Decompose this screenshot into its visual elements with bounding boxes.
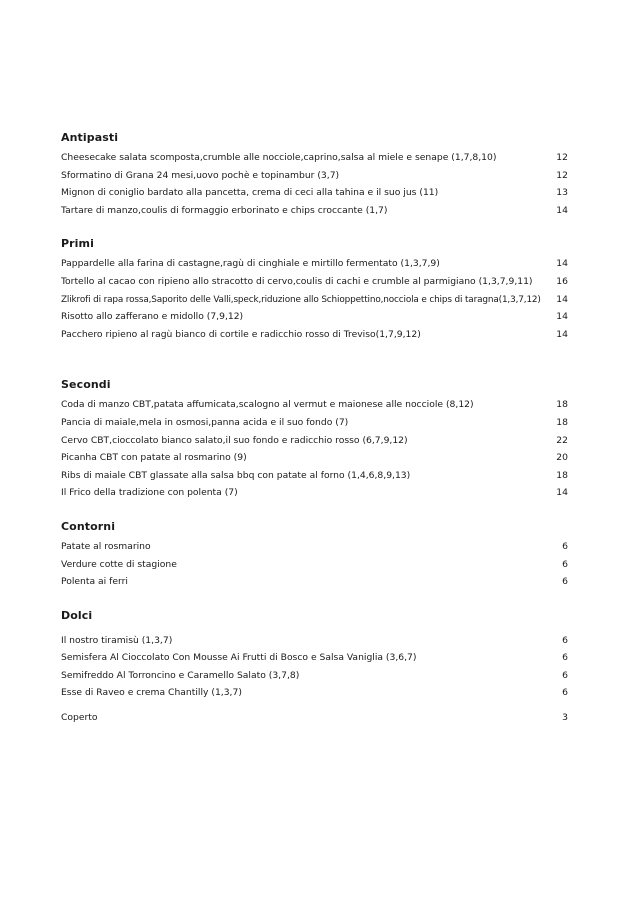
item-name: Risotto allo zafferano e midollo (7,9,12) [61, 311, 244, 323]
menu-item [61, 396, 568, 414]
item-price: 14 [556, 487, 568, 499]
item-name: Pacchero ripieno al ragù bianco di cortile e radicchio rosso di Treviso(1,7,9,12) [61, 328, 421, 340]
menu-item [61, 149, 568, 167]
item-price: 14 [556, 328, 568, 340]
item-name: Mignon di coniglio bardato alla pancetta, crema di ceci alla tahina e il suo jus (11) [61, 187, 439, 199]
item-name: Esse di Raveo e crema Chantilly (1,3,7) [61, 687, 242, 699]
item-price: 12 [556, 152, 568, 163]
menu-item [61, 538, 568, 556]
menu-item [61, 649, 568, 667]
item-price: 13 [556, 187, 568, 199]
menu-item [61, 202, 568, 220]
item-price: 6 [562, 540, 568, 552]
menu-item [61, 326, 568, 344]
item-name: Pancia di maiale,mela in osmosi,panna acida e il suo fondo (7) [61, 416, 349, 428]
section-title: Dolci [61, 608, 93, 622]
item-price: 16 [556, 275, 568, 287]
menu-item [61, 414, 568, 432]
menu-item [61, 667, 568, 685]
section-contorni [61, 519, 568, 591]
menu-item [61, 255, 568, 273]
item-price: 12 [556, 169, 568, 181]
item-name: Patate al rosmarino [61, 540, 151, 552]
item-price: 6 [562, 634, 568, 646]
item-name: Semisfera Al Cioccolato Con Mousse Ai Frutti di Bosco e Salsa Vaniglia (3,6,7) [61, 652, 417, 664]
menu-item [61, 167, 568, 185]
item-name: Picanha CBT con patate al rosmarino (9) [61, 452, 247, 464]
section-title: Contorni [61, 519, 116, 533]
item-name: Cervo CBT,cioccolato bianco salato,il suo fondo e radicchio rosso (6,7,9,12) [61, 434, 408, 446]
item-name: Zlikrofi di rapa rossa,Saporito delle Valli,speck,riduzione allo Schioppettino,nocciola e chips di taragna(1,3,7,12) [61, 294, 541, 305]
menu-item [61, 184, 568, 202]
item-price: 18 [556, 399, 568, 411]
item-price: 22 [556, 434, 568, 446]
section-secondi [61, 377, 568, 502]
item-name: Verdure cotte di stagione [61, 558, 177, 570]
menu-item [61, 684, 568, 702]
item-name: Ribs di maiale CBT glassate alla salsa bbq con patate al forno (1,4,6,8,9,13) [61, 469, 411, 481]
menu-item [61, 449, 568, 467]
menu-item [61, 484, 568, 502]
section-title: Secondi [61, 378, 111, 392]
item-price: 6 [562, 558, 568, 570]
coperto-price: 3 [562, 712, 568, 724]
coperto-row [61, 709, 568, 727]
item-price: 6 [562, 687, 568, 699]
item-price: 20 [556, 452, 568, 464]
menu-item [61, 467, 568, 485]
item-name: Coda di manzo CBT,patata affumicata,scalogno al vermut e maionese alle nocciole (8,12) [61, 399, 474, 411]
item-price: 6 [562, 576, 568, 588]
item-name: Il Frico della tradizione con polenta (7) [61, 487, 238, 499]
item-price: 18 [556, 416, 568, 428]
section-title: Antipasti [61, 131, 119, 144]
item-price: 14 [556, 204, 568, 216]
menu [61, 130, 568, 727]
section-primi [61, 236, 568, 343]
menu-item [61, 556, 568, 574]
menu-item [61, 273, 568, 291]
menu-item [61, 573, 568, 591]
item-name: Polenta ai ferri [61, 576, 128, 588]
item-name: Semifreddo Al Torroncino e Caramello Salato (3,7,8) [61, 669, 300, 681]
item-name: Pappardelle alla farina di castagne,ragù di cinghiale e mirtillo fermentato (1,3,7,9) [61, 258, 440, 270]
item-name: Tortello al cacao con ripieno allo stracotto di cervo,coulis di cachi e crumble al parmigiano (1,3,7,9,11) [61, 275, 533, 287]
menu-item [61, 632, 568, 650]
item-name: Cheesecake salata scomposta,crumble alle nocciole,caprino,salsa al miele e senape (1,7,8,10) [61, 152, 497, 163]
item-name: Sformatino di Grana 24 mesi,uovo pochè e topinambur (3,7) [61, 169, 340, 181]
section-antipasti [61, 130, 568, 219]
menu-item [61, 432, 568, 450]
item-price: 6 [562, 669, 568, 681]
item-price: 14 [556, 293, 568, 305]
section-title: Primi [61, 237, 94, 251]
coperto-label: Coperto [61, 712, 98, 724]
item-price: 14 [556, 311, 568, 323]
menu-item [61, 291, 568, 309]
item-price: 18 [556, 469, 568, 481]
item-name: Tartare di manzo,coulis di formaggio erborinato e chips croccante (1,7) [61, 204, 388, 216]
item-name: Il nostro tiramisù (1,3,7) [61, 634, 173, 646]
menu-item [61, 308, 568, 326]
item-price: 6 [562, 652, 568, 664]
item-price: 14 [556, 258, 568, 270]
section-dolci [61, 608, 568, 727]
